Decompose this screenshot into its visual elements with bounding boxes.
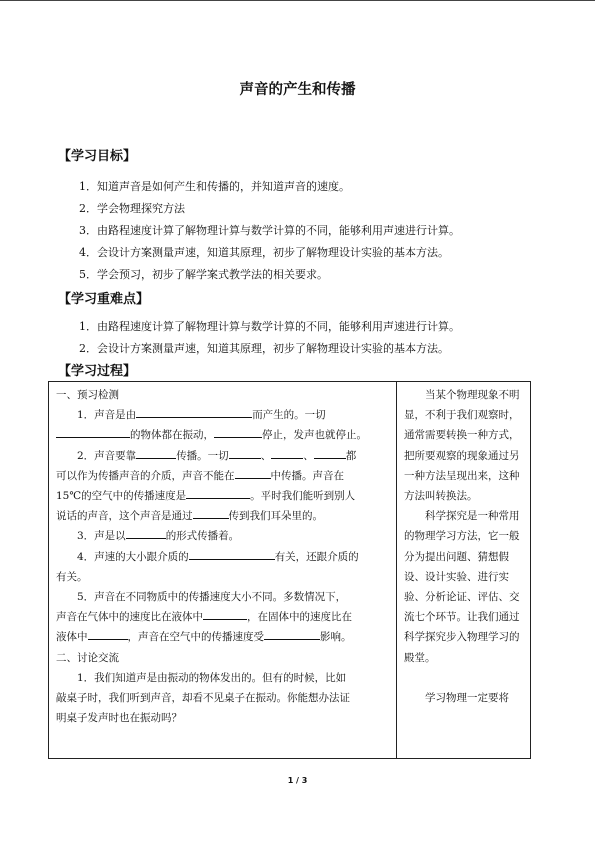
answer-blank[interactable] bbox=[229, 446, 261, 459]
answer-blank[interactable] bbox=[264, 627, 320, 640]
key-points-heading: 【学习重难点】 bbox=[58, 292, 150, 307]
q5-text: 液体中 bbox=[56, 631, 88, 644]
q2-line1 bbox=[56, 446, 390, 466]
answer-blank[interactable] bbox=[56, 425, 130, 438]
q1-text: 停止，发声也就停止。 bbox=[262, 429, 367, 442]
d1-line2: 敲桌子时，我们听到声音，却看不见桌子在振动。你能想办法证 bbox=[56, 692, 350, 705]
sidenote-physics-study: 学习物理一定要将 bbox=[425, 691, 509, 704]
d1-line3: 明桌子发声时也在振动吗？ bbox=[56, 712, 182, 725]
goal-item: 1．知道声音是如何产生和传播的，并知道声音的速度。 bbox=[79, 180, 350, 193]
q2-text: 、 bbox=[260, 449, 272, 462]
q2-text: 15℃的空气中的传播速度是 bbox=[56, 490, 187, 503]
page-title: 声音的产生和传播 bbox=[239, 82, 356, 98]
q5-line2 bbox=[56, 607, 390, 627]
q4-line1 bbox=[56, 547, 390, 567]
q2-text: 传播。一切 bbox=[176, 449, 229, 462]
page-top-rule bbox=[0, 0, 595, 1]
q1-line1 bbox=[56, 405, 390, 425]
q2-text: 。平时我们能听到别人 bbox=[250, 490, 356, 503]
q2-text: 2．声音要靠 bbox=[77, 449, 137, 462]
table-column-divider bbox=[396, 381, 397, 759]
answer-blank[interactable] bbox=[189, 547, 275, 560]
answer-blank[interactable] bbox=[193, 506, 229, 519]
table-right-cell bbox=[404, 385, 524, 708]
discuss-title: 二、讨论交流 bbox=[56, 651, 119, 664]
q5-text: 影响。 bbox=[320, 631, 352, 644]
sidenote-scientific-inquiry: 科学探究是一种常用的物理学习方法，它一般分为提出问题、猜想假设、设计实验、进行实验、分析论证、评估、交流七个环节。让我们通过科学探究步入物理学习的殿堂。 bbox=[404, 510, 520, 664]
q5-text: ，声音在空气中的传播速度受 bbox=[127, 631, 264, 644]
key-point-item: 1．由路程速度计算了解物理计算与数学计算的不同，能够利用声速进行计算。 bbox=[79, 320, 460, 333]
answer-blank[interactable] bbox=[186, 486, 250, 499]
answer-blank[interactable] bbox=[314, 446, 346, 459]
q5-line3 bbox=[56, 627, 390, 647]
q5-text: ，在固体中的速度比在 bbox=[247, 611, 352, 624]
q2-text: 中传播。声音在 bbox=[270, 469, 344, 482]
q1-text: 而产生的。一切 bbox=[252, 409, 326, 422]
q4-line2: 有关。 bbox=[56, 570, 88, 583]
answer-blank[interactable] bbox=[88, 627, 128, 640]
answer-blank[interactable] bbox=[235, 466, 271, 479]
goal-item: 5．学会预习，初步了解学案式教学法的相关要求。 bbox=[79, 268, 328, 281]
q2-text: 、 bbox=[303, 449, 314, 462]
q3-text: 3．声是以 bbox=[77, 530, 126, 543]
q2-text: 传到我们耳朵里的。 bbox=[228, 510, 323, 523]
answer-blank[interactable] bbox=[136, 446, 176, 459]
q2-line2 bbox=[56, 466, 390, 486]
preview-title: 一、预习检测 bbox=[56, 389, 119, 401]
q3-text: 的形式传播着。 bbox=[165, 530, 240, 543]
answer-blank[interactable] bbox=[203, 607, 247, 620]
answer-blank[interactable] bbox=[271, 446, 303, 459]
q5-text: 声音在气体中的速度比在液体中 bbox=[56, 611, 203, 624]
process-heading: 【学习过程】 bbox=[58, 364, 137, 379]
answer-blank[interactable] bbox=[136, 405, 252, 418]
key-point-item: 2．会设计方案测量声速，知道其原理，初步了解物理设计实验的基本方法。 bbox=[79, 342, 449, 355]
q3-line bbox=[56, 526, 390, 546]
q4-text: 有关，还跟介质的 bbox=[274, 550, 359, 563]
q2-line3 bbox=[56, 486, 390, 506]
answer-blank[interactable] bbox=[214, 425, 262, 438]
sidenote-conversion-method: 当某个物理现象不明显，不利于我们观察时，通常需要转换一种方式，把所要观察的现象通过另一种方法呈现出来，这种方法叫转换法。 bbox=[404, 389, 520, 503]
q1-text: 1．声音是由 bbox=[77, 409, 137, 422]
q5-line1: 5．声音在不同物质中的传播速度大小不同。多数情况下， bbox=[77, 591, 347, 604]
q2-text: 说话的声音，这个声音是通过 bbox=[56, 510, 193, 523]
goals-heading: 【学习目标】 bbox=[58, 149, 137, 164]
page-number: 1 / 3 bbox=[287, 776, 308, 785]
q2-text: 都 bbox=[345, 449, 357, 462]
q2-line4 bbox=[56, 506, 390, 526]
d1-line1: 1．我们知道声是由振动的物体发出的。但有的时候，比如 bbox=[77, 671, 347, 684]
table-left-cell bbox=[56, 385, 390, 728]
goal-item: 4．会设计方案测量声速，知道其原理，初步了解物理设计实验的基本方法。 bbox=[79, 246, 449, 259]
q1-text: 的物体都在振动， bbox=[130, 429, 214, 442]
q1-line2 bbox=[56, 425, 390, 445]
q2-text: 可以作为传播声音的介质，声音不能在 bbox=[56, 469, 235, 482]
q4-text: 4．声速的大小跟介质的 bbox=[77, 550, 189, 563]
goal-item: 3．由路程速度计算了解物理计算与数学计算的不同，能够利用声速进行计算。 bbox=[79, 224, 460, 237]
goal-item: 2．学会物理探究方法 bbox=[79, 202, 185, 215]
answer-blank[interactable] bbox=[126, 526, 166, 539]
